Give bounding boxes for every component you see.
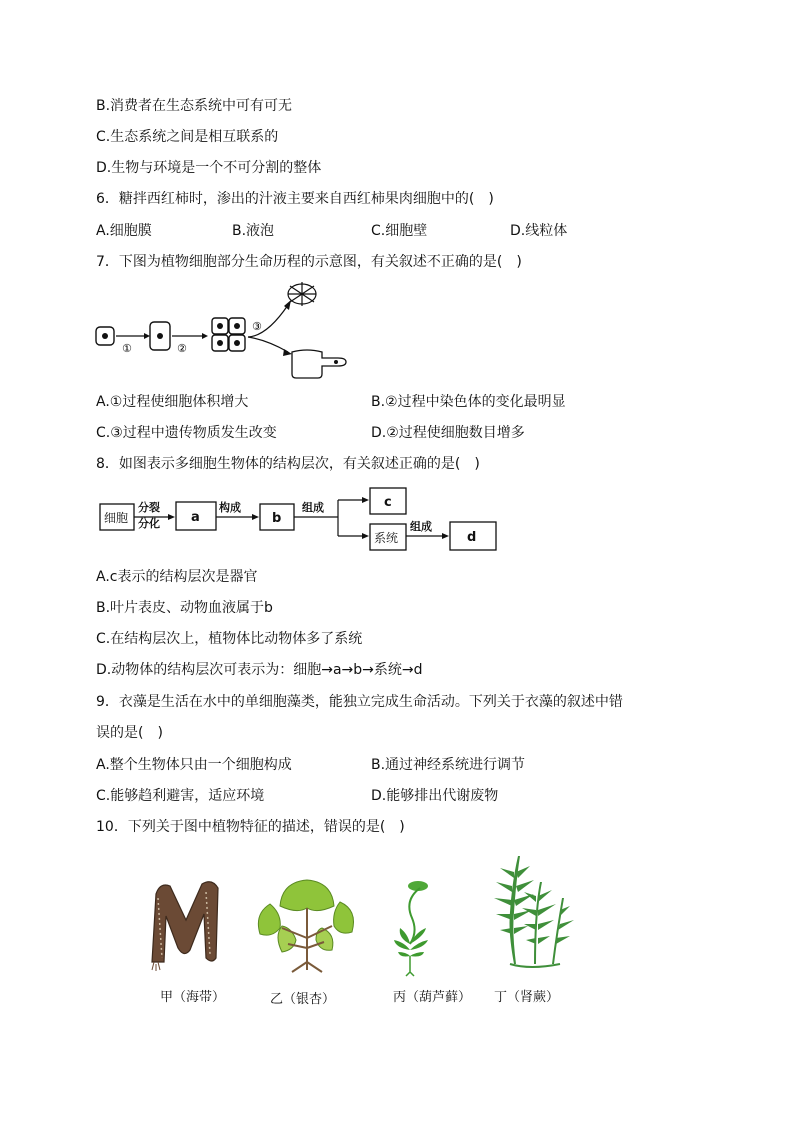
- step-2-label: ②: [177, 342, 187, 355]
- fern-image: [490, 852, 580, 974]
- cell-box-label: 细胞: [104, 511, 129, 525]
- q7-option-d: D.②过程使细胞数目增多: [371, 425, 525, 441]
- q6-option-b: B.液泡: [232, 223, 275, 239]
- q9-stem-line-2: 误的是( ): [96, 725, 163, 741]
- step-1-label: ①: [122, 342, 132, 355]
- cell-life-process-figure: [92, 280, 352, 384]
- system-box-label: 系统: [374, 531, 399, 545]
- q6-option-a: A.细胞膜: [96, 223, 152, 239]
- plant-label-ginkgo: 乙（银杏）: [270, 992, 336, 1007]
- q9-option-c: C.能够趋利避害，适应环境: [96, 788, 265, 804]
- step-3-label: ③: [252, 320, 262, 333]
- q8-option-b: B.叶片表皮、动物血液属于b: [96, 600, 273, 616]
- q6-stem: 6．糖拌西红柿时，渗出的汁液主要来自西红柿果肉细胞中的( ): [96, 191, 494, 207]
- q7-option-b: B.②过程中染色体的变化最明显: [371, 394, 566, 410]
- q10-stem: 10．下列关于图中植物特征的描述，错误的是( ): [96, 819, 405, 835]
- q7-option-c: C.③过程中遗传物质发生改变: [96, 425, 277, 441]
- q9-option-b: B.通过神经系统进行调节: [371, 757, 526, 773]
- level-c: c: [384, 495, 392, 510]
- q9-option-a: A.整个生物体只由一个细胞构成: [96, 757, 292, 773]
- q5-option-c: C.生态系统之间是相互联系的: [96, 129, 279, 145]
- q6-option-c: C.细胞壁: [371, 223, 428, 239]
- form-label-2: 组成: [410, 520, 432, 533]
- form-label-1: 组成: [302, 501, 324, 514]
- q5-option-b: B.消费者在生态系统中可有可无: [96, 98, 293, 114]
- q9-option-d: D.能够排出代谢废物: [371, 788, 499, 804]
- q8-stem: 8．如图表示多细胞生物体的结构层次，有关叙述正确的是( ): [96, 456, 480, 472]
- q6-option-d: D.线粒体: [510, 223, 568, 239]
- q8-option-c: C.在结构层次上，植物体比动物体多了系统: [96, 631, 363, 647]
- plant-label-moss: 丙（葫芦藓）: [393, 990, 472, 1005]
- q7-stem: 7．下图为植物细胞部分生命历程的示意图，有关叙述不正确的是( ): [96, 254, 522, 270]
- level-d: d: [467, 530, 477, 545]
- q9-stem-line-1: 9．衣藻是生活在水中的单细胞藻类，能独立完成生命活动。下列关于衣藻的叙述中错: [96, 694, 623, 710]
- q8-option-a: A.c表示的结构层次是器官: [96, 569, 258, 585]
- structure-levels-figure: [96, 484, 502, 556]
- constitute-label: 构成: [219, 501, 241, 514]
- plant-label-fern: 丁（肾蕨）: [494, 990, 560, 1005]
- plant-label-kelp: 甲（海带）: [160, 990, 226, 1005]
- moss-image: [390, 878, 440, 978]
- ginkgo-image: [252, 878, 362, 982]
- q7-option-a: A.①过程使细胞体积增大: [96, 394, 249, 410]
- q5-option-d: D.生物与环境是一个不可分割的整体: [96, 160, 322, 176]
- differentiate-label: 分化: [138, 517, 160, 530]
- level-b: b: [272, 511, 282, 526]
- q8-option-d: D.动物体的结构层次可表示为：细胞→a→b→系统→d: [96, 662, 423, 678]
- split-label: 分裂: [138, 501, 160, 514]
- level-a: a: [191, 510, 200, 525]
- kelp-image: [146, 874, 226, 972]
